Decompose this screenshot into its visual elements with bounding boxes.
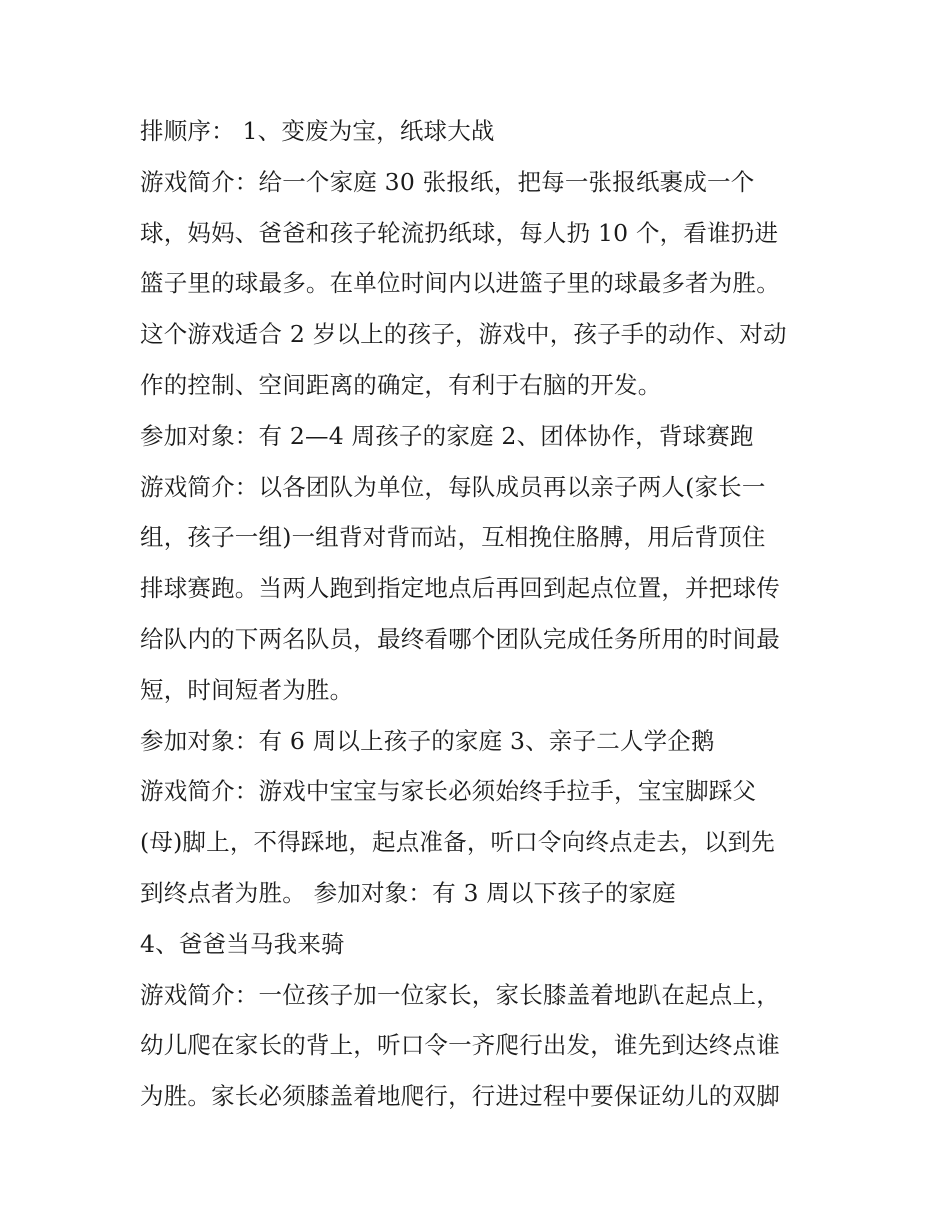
text-line: (母)脚上，不得踩地，起点准备，听口令向终点走去，以到先 — [140, 828, 775, 857]
text-line: 给队内的下两名队员，最终看哪个团队完成任务所用的时间最 — [140, 624, 780, 653]
text-line: 排顺序： 1、变废为宝，纸球大战 — [140, 117, 495, 145]
body-text — [140, 106, 820, 1122]
text-line: 短，时间短者为胜。 — [140, 675, 354, 704]
text-line: 游戏简介：以各团队为单位，每队成员再以亲子两人(家长一 — [140, 472, 766, 501]
text-line: 排球赛跑。当两人跑到指定地点后再回到起点位置，并把球传 — [140, 574, 780, 603]
text-line: 组，孩子一组)一组背对背而站，互相挽住胳膊，用后背顶住 — [140, 523, 766, 552]
text-line: 游戏简介：给一个家庭 30 张报纸，把每一张报纸裹成一个 — [140, 167, 755, 196]
text-line: 参加对象：有 2—4 周孩子的家庭 2、团体协作，背球赛跑 — [140, 421, 754, 450]
text-line: 这个游戏适合 2 岁以上的孩子，游戏中，孩子手的动作、对动 — [140, 320, 787, 349]
text-line: 游戏简介：游戏中宝宝与家长必须始终手拉手，宝宝脚踩父 — [140, 777, 757, 806]
text-line: 4、爸爸当马我来骑 — [140, 929, 345, 958]
text-line: 幼儿爬在家长的背上，听口令一齐爬行出发，谁先到达终点谁 — [140, 1031, 780, 1060]
text-line: 球，妈妈、爸爸和孩子轮流扔纸球，每人扔 10 个，看谁扔进 — [140, 218, 779, 247]
text-line: 游戏简介：一位孩子加一位家长，家长膝盖着地趴在起点上， — [140, 980, 780, 1009]
text-line: 作的控制、空间距离的确定，有利于右脑的开发。 — [140, 370, 662, 399]
text-line: 篮子里的球最多。在单位时间内以进篮子里的球最多者为胜。 — [140, 269, 780, 298]
text-line: 为胜。家长必须膝盖着地爬行，行进过程中要保证幼儿的双脚 — [140, 1082, 780, 1111]
text-line: 参加对象：有 6 周以上孩子的家庭 3、亲子二人学企鹅 — [140, 726, 715, 755]
text-line: 到终点者为胜。 参加对象：有 3 周以下孩子的家庭 — [140, 878, 676, 907]
